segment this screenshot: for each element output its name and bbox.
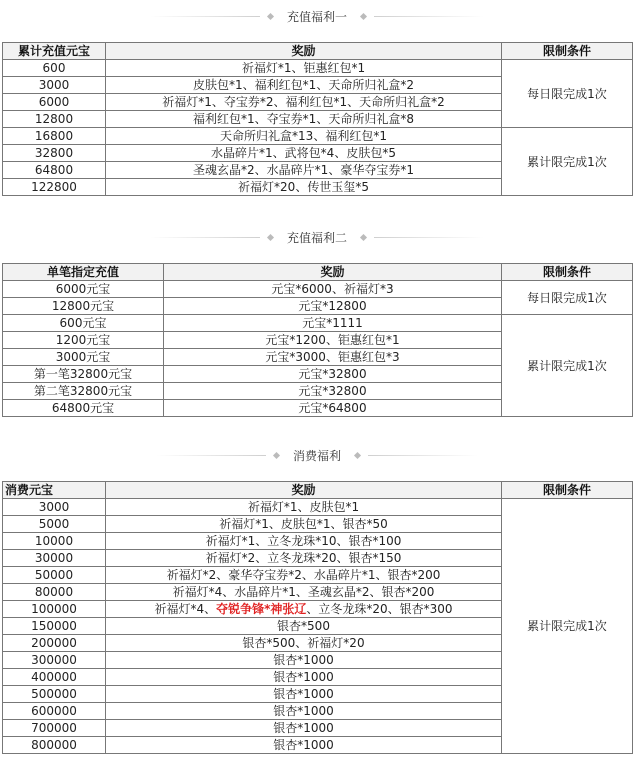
amount-cell: 3000元宝 bbox=[3, 349, 164, 366]
column-header: 限制条件 bbox=[502, 482, 633, 499]
reward-cell: 皮肤包*1、福利红包*1、天命所归礼盒*2 bbox=[106, 77, 502, 94]
recharge-benefit-1-table bbox=[2, 42, 633, 196]
amount-cell: 80000 bbox=[3, 584, 106, 601]
amount-cell: 5000 bbox=[3, 516, 106, 533]
amount-cell: 600000 bbox=[3, 703, 106, 720]
column-header: 奖励 bbox=[164, 264, 502, 281]
reward-text: 祈福灯*4、 bbox=[154, 602, 217, 616]
amount-cell: 3000 bbox=[3, 77, 106, 94]
reward-cell: 银杏*1000 bbox=[106, 737, 502, 754]
reward-cell: 元宝*64800 bbox=[164, 400, 502, 417]
reward-cell: 银杏*500 bbox=[106, 618, 502, 635]
amount-cell: 3000 bbox=[3, 499, 106, 516]
amount-cell: 第二笔32800元宝 bbox=[3, 383, 164, 400]
amount-cell: 600元宝 bbox=[3, 315, 164, 332]
reward-text: 、立冬龙珠*20、银杏*300 bbox=[306, 602, 453, 616]
reward-cell: 银杏*1000 bbox=[106, 720, 502, 737]
condition-cell: 累计限完成1次 bbox=[502, 499, 633, 754]
amount-cell: 64800 bbox=[3, 162, 106, 179]
section-title-3 bbox=[0, 445, 634, 465]
table-header-row bbox=[3, 43, 633, 60]
table-row bbox=[3, 281, 633, 298]
column-header: 奖励 bbox=[106, 43, 502, 60]
reward-cell: 祈福灯*1、夺宝券*2、福利红包*1、天命所归礼盒*2 bbox=[106, 94, 502, 111]
amount-cell: 1200元宝 bbox=[3, 332, 164, 349]
amount-cell: 12800 bbox=[3, 111, 106, 128]
reward-cell: 水晶碎片*1、武将包*4、皮肤包*5 bbox=[106, 145, 502, 162]
reward-cell: 祈福灯*2、豪华夺宝券*2、水晶碎片*1、银杏*200 bbox=[106, 567, 502, 584]
amount-cell: 600 bbox=[3, 60, 106, 77]
section-title-text: 充值福利二 bbox=[286, 230, 347, 245]
table-header-row bbox=[3, 264, 633, 281]
amount-cell: 700000 bbox=[3, 720, 106, 737]
reward-cell: 圣魂玄晶*2、水晶碎片*1、豪华夺宝券*1 bbox=[106, 162, 502, 179]
amount-cell: 64800元宝 bbox=[3, 400, 164, 417]
highlighted-reward: 夺锐争锋*神张辽 bbox=[216, 602, 307, 616]
amount-cell: 300000 bbox=[3, 652, 106, 669]
reward-cell: 天命所归礼盒*13、福利红包*1 bbox=[106, 128, 502, 145]
column-header: 单笔指定充值 bbox=[3, 264, 164, 281]
reward-cell: 元宝*3000、钜惠红包*3 bbox=[164, 349, 502, 366]
reward-cell: 祈福灯*2、立冬龙珠*20、银杏*150 bbox=[106, 550, 502, 567]
amount-cell: 12800元宝 bbox=[3, 298, 164, 315]
amount-cell: 16800 bbox=[3, 128, 106, 145]
reward-cell: 元宝*1111 bbox=[164, 315, 502, 332]
diamond-icon bbox=[360, 233, 367, 240]
reward-cell: 元宝*12800 bbox=[164, 298, 502, 315]
condition-cell: 每日限完成1次 bbox=[502, 281, 633, 315]
reward-cell: 银杏*1000 bbox=[106, 703, 502, 720]
amount-cell: 32800 bbox=[3, 145, 106, 162]
reward-cell: 祈福灯*4、水晶碎片*1、圣魂玄晶*2、银杏*200 bbox=[106, 584, 502, 601]
table-row bbox=[3, 499, 633, 516]
diamond-icon bbox=[267, 12, 274, 19]
amount-cell: 500000 bbox=[3, 686, 106, 703]
recharge-benefit-2-table bbox=[2, 263, 633, 417]
column-header: 消费元宝 bbox=[3, 482, 106, 499]
amount-cell: 6000 bbox=[3, 94, 106, 111]
amount-cell: 10000 bbox=[3, 533, 106, 550]
amount-cell: 100000 bbox=[3, 601, 106, 618]
amount-cell: 400000 bbox=[3, 669, 106, 686]
condition-cell: 每日限完成1次 bbox=[502, 60, 633, 128]
reward-cell: 元宝*32800 bbox=[164, 383, 502, 400]
amount-cell: 6000元宝 bbox=[3, 281, 164, 298]
reward-cell: 祈福灯*1、皮肤包*1 bbox=[106, 499, 502, 516]
reward-cell: 银杏*1000 bbox=[106, 686, 502, 703]
reward-cell: 元宝*6000、祈福灯*3 bbox=[164, 281, 502, 298]
diamond-icon bbox=[267, 233, 274, 240]
amount-cell: 122800 bbox=[3, 179, 106, 196]
reward-cell: 银杏*1000 bbox=[106, 669, 502, 686]
diamond-icon bbox=[354, 451, 361, 458]
amount-cell: 第一笔32800元宝 bbox=[3, 366, 164, 383]
condition-cell: 累计限完成1次 bbox=[502, 315, 633, 417]
column-header: 限制条件 bbox=[502, 43, 633, 60]
consumption-benefit-table bbox=[2, 481, 633, 754]
amount-cell: 200000 bbox=[3, 635, 106, 652]
reward-cell: 元宝*32800 bbox=[164, 366, 502, 383]
reward-cell: 银杏*500、祈福灯*20 bbox=[106, 635, 502, 652]
section-title-2 bbox=[0, 227, 634, 247]
section-title-text: 充值福利一 bbox=[286, 9, 347, 24]
reward-cell: 祈福灯*20、传世玉玺*5 bbox=[106, 179, 502, 196]
table-row bbox=[3, 315, 633, 332]
amount-cell: 800000 bbox=[3, 737, 106, 754]
reward-cell: 祈福灯*1、钜惠红包*1 bbox=[106, 60, 502, 77]
amount-cell: 30000 bbox=[3, 550, 106, 567]
section-title-text: 消费福利 bbox=[292, 448, 341, 463]
table-row bbox=[3, 60, 633, 77]
section-title-1 bbox=[0, 6, 634, 26]
reward-cell: 银杏*1000 bbox=[106, 652, 502, 669]
reward-cell: 福利红包*1、夺宝券*1、天命所归礼盒*8 bbox=[106, 111, 502, 128]
column-header: 累计充值元宝 bbox=[3, 43, 106, 60]
diamond-icon bbox=[360, 12, 367, 19]
column-header: 奖励 bbox=[106, 482, 502, 499]
reward-cell: 祈福灯*1、立冬龙珠*10、银杏*100 bbox=[106, 533, 502, 550]
reward-cell bbox=[106, 601, 502, 618]
column-header: 限制条件 bbox=[502, 264, 633, 281]
table-row bbox=[3, 128, 633, 145]
reward-cell: 祈福灯*1、皮肤包*1、银杏*50 bbox=[106, 516, 502, 533]
amount-cell: 50000 bbox=[3, 567, 106, 584]
table-header-row bbox=[3, 482, 633, 499]
amount-cell: 150000 bbox=[3, 618, 106, 635]
diamond-icon bbox=[273, 451, 280, 458]
reward-cell: 元宝*1200、钜惠红包*1 bbox=[164, 332, 502, 349]
condition-cell: 累计限完成1次 bbox=[502, 128, 633, 196]
